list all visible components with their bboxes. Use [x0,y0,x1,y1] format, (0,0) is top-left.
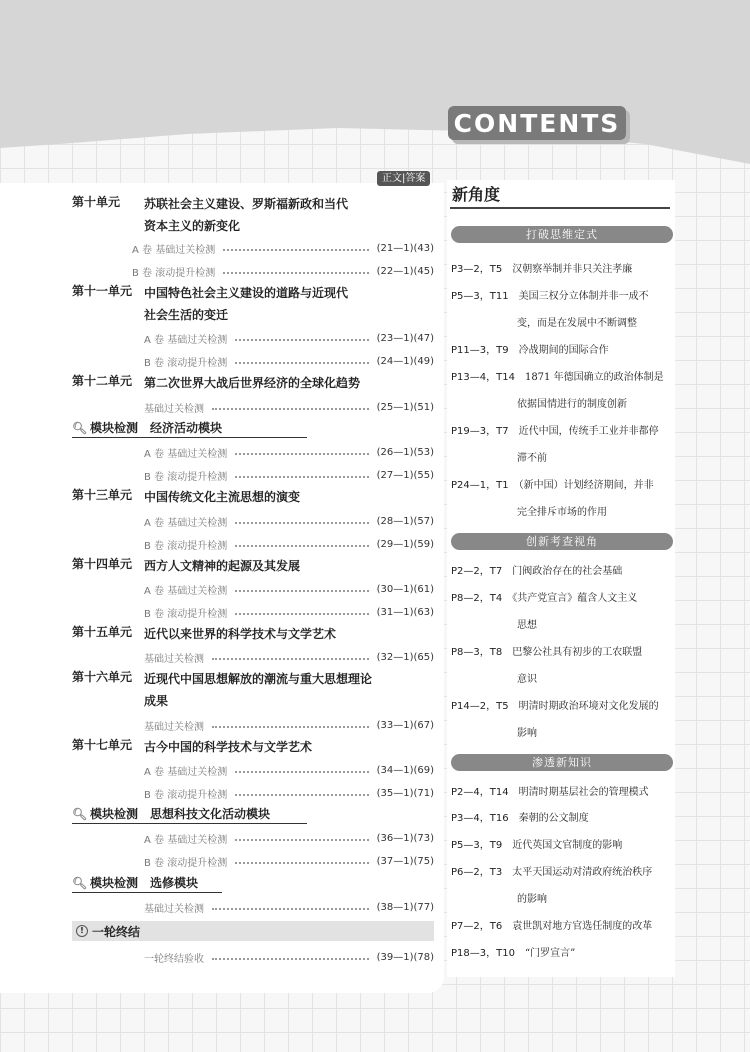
unit-title: 西方人文精神的起源及其发展 [144,559,301,573]
entry-text: 美国三权分立体制并非一成不 [518,291,649,302]
entry-text: 冷战期间的国际合作 [518,345,609,356]
entry-label: B 卷 滚动提升检测 [132,267,216,279]
angle-entry[interactable] [451,693,677,747]
entry-text-cont: 影响 [517,728,537,739]
entry-code: P19—3，T7 [451,426,509,437]
leader-dots [235,522,368,524]
angle-entry[interactable] [451,639,677,693]
entry-text: 门阀政治存在的社会基础 [512,566,623,577]
leader-dots [235,476,368,478]
entry-label: B 卷 滚动提升检测 [144,357,228,369]
divider [450,207,670,209]
entry-text: 太平天国运动对清政府统治秩序 [512,867,653,878]
module-title: 模块检测 选修模块 [90,876,199,890]
page-ref: (35—1)(71) [376,787,434,799]
module-elective[interactable] [72,873,222,893]
unit-number: 第十七单元 [72,738,133,752]
answer-tag: 正文|答案 [377,171,430,186]
entry-label: A 卷 基础过关检测 [144,517,228,529]
unit-17[interactable] [72,736,412,753]
entry-code: P11—3，T9 [451,345,509,356]
unit-title: 苏联社会主义建设、罗斯福新政和当代 [144,197,349,211]
module-culture[interactable] [72,804,307,824]
toc-entry[interactable] [132,327,434,349]
leader-dots [235,590,368,592]
leader-dots [223,249,368,251]
section-header: 创新考查视角 [451,533,673,550]
toc-entry[interactable] [132,714,434,736]
unit-number: 第十三单元 [72,488,133,502]
final-section[interactable] [72,921,434,941]
unit-14[interactable] [72,555,412,572]
toc-entry[interactable] [132,850,434,872]
search-icon: 🔍︎ [72,875,88,890]
entry-text: （新中国）计划经济期间，并非 [518,480,654,491]
toc-entry[interactable] [132,237,434,259]
toc-entry[interactable] [132,578,434,600]
leader-dots [235,613,368,615]
entry-text-cont: 思想 [517,620,537,631]
page-ref: (21—1)(43) [376,242,434,254]
entry-code: P2—4，T14 [451,787,509,798]
page-ref: (32—1)(65) [376,651,434,663]
leader-dots [212,726,369,728]
unit-number: 第十六单元 [72,670,133,684]
toc-entry[interactable] [132,827,434,849]
angle-entry[interactable] [451,337,677,364]
section-header: 打破思维定式 [451,226,673,243]
entry-text: 近代中国，传统手工业并非都停 [518,426,659,437]
entry-code: P24—1，T1 [451,480,509,491]
page-ref: (28—1)(57) [376,515,434,527]
unit-number: 第十一单元 [72,284,133,298]
page-ref: (38—1)(77) [376,901,434,913]
unit-title-cont: 社会生活的变迁 [144,308,229,322]
toc-entry[interactable] [132,759,434,781]
angle-entry[interactable] [451,283,677,337]
entry-label: A 卷 基础过关检测 [144,585,228,597]
entry-code: P5—3，T9 [451,840,503,851]
entry-text: 明清时期基层社会的管理模式 [518,787,649,798]
entry-text: 1871 年德国确立的政治体制是 [524,372,664,383]
leader-dots [235,362,368,364]
leader-dots [212,408,369,410]
entry-text-cont: 的影响 [517,894,547,905]
toc-entry[interactable] [132,646,434,668]
angle-entry[interactable] [451,558,677,585]
page-ref: (36—1)(73) [376,832,434,844]
angle-entry[interactable] [451,418,677,472]
page-ref: (37—1)(75) [376,855,434,867]
entry-code: P8—2，T4 [451,593,503,604]
angle-entry[interactable] [451,364,677,418]
unit-12[interactable] [72,372,412,389]
toc-entry[interactable] [132,350,434,372]
entry-text: 《共产党宣言》蕴含人文主义 [512,593,638,604]
new-angle-title: 新角度 [452,185,501,204]
contents-banner: CONTENTS [448,106,626,140]
entry-label: 基础过关检测 [144,903,204,915]
page-ref: (26—1)(53) [376,446,434,458]
entry-code: P3—2，T5 [451,264,503,275]
angle-entry[interactable] [451,256,677,283]
entry-label: A 卷 基础过关检测 [144,448,228,460]
leader-dots [235,545,368,547]
toc-entry[interactable] [132,260,434,282]
entry-text: 袁世凯对地方官选任制度的改革 [512,921,653,932]
leader-dots [235,839,368,841]
page-ref: (39—1)(78) [376,951,434,963]
page-ref: (23—1)(47) [376,332,434,344]
entry-label: B 卷 滚动提升检测 [144,608,228,620]
unit-number: 第十五单元 [72,625,133,639]
unit-10[interactable] [72,193,412,233]
unit-title-cont: 资本主义的新变化 [144,219,241,233]
unit-title: 中国特色社会主义建设的道路与近现代 [144,286,349,300]
toc-entry[interactable] [132,896,434,918]
angle-entry[interactable] [451,859,677,913]
unit-title: 近代以来世界的科学技术与文学艺术 [144,627,337,641]
leader-dots [235,771,368,773]
toc-entry[interactable] [132,533,434,555]
module-title: 模块检测 思想科技文化活动模块 [90,807,271,821]
toc-entry[interactable] [132,946,434,968]
unit-13[interactable] [72,486,412,503]
toc-entry[interactable] [132,782,434,804]
unit-title-cont: 成果 [144,694,169,708]
unit-title: 中国传统文化主流思想的演变 [144,490,301,504]
entry-code: P3—4，T16 [451,813,509,824]
unit-title: 古今中国的科学技术与文学艺术 [144,740,313,754]
module-economy[interactable] [72,418,307,438]
entry-label: B 卷 滚动提升检测 [144,789,228,801]
unit-15[interactable] [72,623,412,640]
unit-number: 第十二单元 [72,374,133,388]
page-ref: (30—1)(61) [376,583,434,595]
entry-text: 巴黎公社具有初步的工农联盟 [512,647,643,658]
module-title: 模块检测 经济活动模块 [90,421,223,435]
entry-text: “门罗宣言” [524,948,576,959]
entry-label: B 卷 滚动提升检测 [144,471,228,483]
entry-text: 汉朝察举制并非只关注孝廉 [512,264,633,275]
entry-text: 明清时期政治环境对文化发展的 [518,701,659,712]
entry-text-cont: 意识 [517,674,537,685]
page-ref: (22—1)(45) [376,265,434,277]
entry-label: A 卷 基础过关检测 [144,766,228,778]
toc-entry[interactable] [132,464,434,486]
leader-dots [235,339,368,341]
page-ref: (24—1)(49) [376,355,434,367]
top-band [0,0,750,200]
entry-label: A 卷 基础过关检测 [144,834,228,846]
leader-dots [212,958,369,960]
entry-label: 基础过关检测 [144,403,204,415]
unit-title: 第二次世界大战后世界经济的全球化趋势 [144,376,361,390]
leader-dots [235,453,368,455]
unit-number: 第十四单元 [72,557,133,571]
unit-title: 近现代中国思想解放的潮流与重大思想理论 [144,672,373,686]
page-ref: (27—1)(55) [376,469,434,481]
angle-entry[interactable] [451,805,677,832]
entry-label: A 卷 基础过关检测 [144,334,228,346]
leader-dots [235,862,368,864]
angle-entry[interactable] [451,779,677,806]
angle-entry[interactable] [451,585,677,639]
entry-code: P7—2，T6 [451,921,503,932]
entry-code: P2—2，T7 [451,566,503,577]
search-icon: 🔍︎ [72,420,88,435]
entry-code: P6—2，T3 [451,867,503,878]
entry-text-cont: 依据国情进行的制度创新 [517,399,627,410]
leader-dots [212,908,369,910]
leader-dots [212,658,369,660]
toc-entry[interactable] [132,441,434,463]
angle-entry[interactable] [451,832,677,859]
entry-text: 近代英国文官制度的影响 [512,840,623,851]
entry-text-cont: 完全排斥市场的作用 [517,507,607,518]
entry-text-cont: 变，而是在发展中不断调整 [517,318,637,329]
entry-label: A 卷 基础过关检测 [132,244,216,256]
unit-16[interactable] [72,668,412,708]
entry-code: P13—4，T14 [451,372,515,383]
entry-label: 基础过关检测 [144,721,204,733]
page-ref: (34—1)(69) [376,764,434,776]
entry-text-cont: 滞不前 [517,453,547,464]
toc-entry[interactable] [132,396,434,418]
toc-entry[interactable] [132,510,434,532]
entry-label: 一轮终结验收 [144,953,204,965]
entry-label: B 卷 滚动提升检测 [144,857,228,869]
entry-code: P14—2，T5 [451,701,509,712]
page-ref: (25—1)(51) [376,401,434,413]
page-ref: (33—1)(67) [376,719,434,731]
page-ref: (31—1)(63) [376,606,434,618]
section-header: 渗透新知识 [451,754,673,771]
unit-number: 第十单元 [72,195,121,209]
leader-dots [235,794,368,796]
final-title: 一轮终结 [92,924,141,939]
entry-code: P5—3，T11 [451,291,509,302]
entry-text: 秦朝的公文制度 [518,813,589,824]
angle-entry[interactable] [451,913,677,940]
page-ref: (29—1)(59) [376,538,434,550]
search-icon: 🔍︎ [72,806,88,821]
angle-entry[interactable] [451,940,677,967]
entry-label: 基础过关检测 [144,653,204,665]
entry-label: B 卷 滚动提升检测 [144,540,228,552]
toc-entry[interactable] [132,601,434,623]
entry-code: P18—3，T10 [451,948,515,959]
unit-11[interactable] [72,282,412,322]
entry-code: P8—3，T8 [451,647,503,658]
angle-entry[interactable] [451,472,677,526]
leader-dots [223,272,368,274]
lightbulb-icon: ! [76,925,88,937]
